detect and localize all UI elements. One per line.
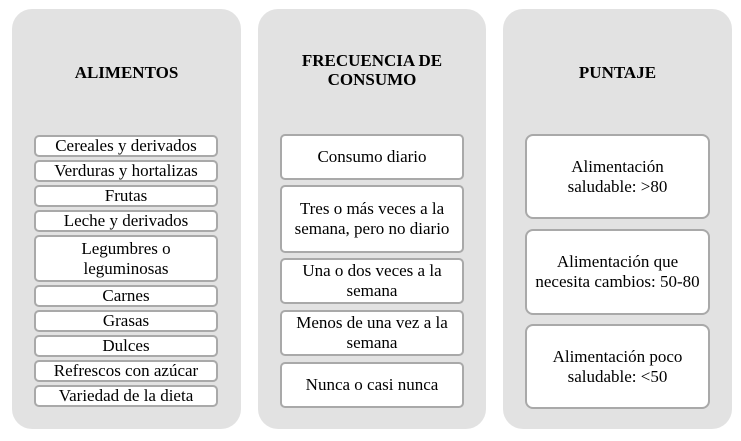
frecuencia-panel bbox=[258, 9, 486, 429]
frecuencia-item: Nunca o casi nunca bbox=[280, 362, 464, 408]
frecuencia-item: Una o dos veces a la semana bbox=[280, 258, 464, 304]
alimento-item: Leche y derivados bbox=[34, 210, 218, 232]
puntaje-title: PUNTAJE bbox=[578, 63, 657, 82]
frecuencia-title: FRECUENCIA DE CONSUMO bbox=[301, 51, 443, 89]
alimento-item: Cereales y derivados bbox=[34, 135, 218, 157]
alimento-item: Grasas bbox=[34, 310, 218, 332]
frecuencia-item: Tres o más veces a la semana, pero no diario bbox=[280, 185, 464, 253]
alimentos-title: ALIMENTOS bbox=[74, 63, 179, 82]
alimento-item: Dulces bbox=[34, 335, 218, 357]
alimento-item: Frutas bbox=[34, 185, 218, 207]
frecuencia-item: Menos de una vez a la semana bbox=[280, 310, 464, 356]
alimento-item: Verduras y hortalizas bbox=[34, 160, 218, 182]
puntaje-item: Alimentación saludable: >80 bbox=[525, 134, 710, 219]
puntaje-panel bbox=[503, 9, 732, 429]
puntaje-item: Alimentación que necesita cambios: 50-80 bbox=[525, 229, 710, 315]
frecuencia-item: Consumo diario bbox=[280, 134, 464, 180]
alimento-item: Refrescos con azúcar bbox=[34, 360, 218, 382]
alimentos-panel bbox=[12, 9, 241, 429]
alimento-item: Legumbres o leguminosas bbox=[34, 235, 218, 282]
alimento-item: Carnes bbox=[34, 285, 218, 307]
alimento-item: Variedad de la dieta bbox=[34, 385, 218, 407]
puntaje-item: Alimentación poco saludable: <50 bbox=[525, 324, 710, 409]
